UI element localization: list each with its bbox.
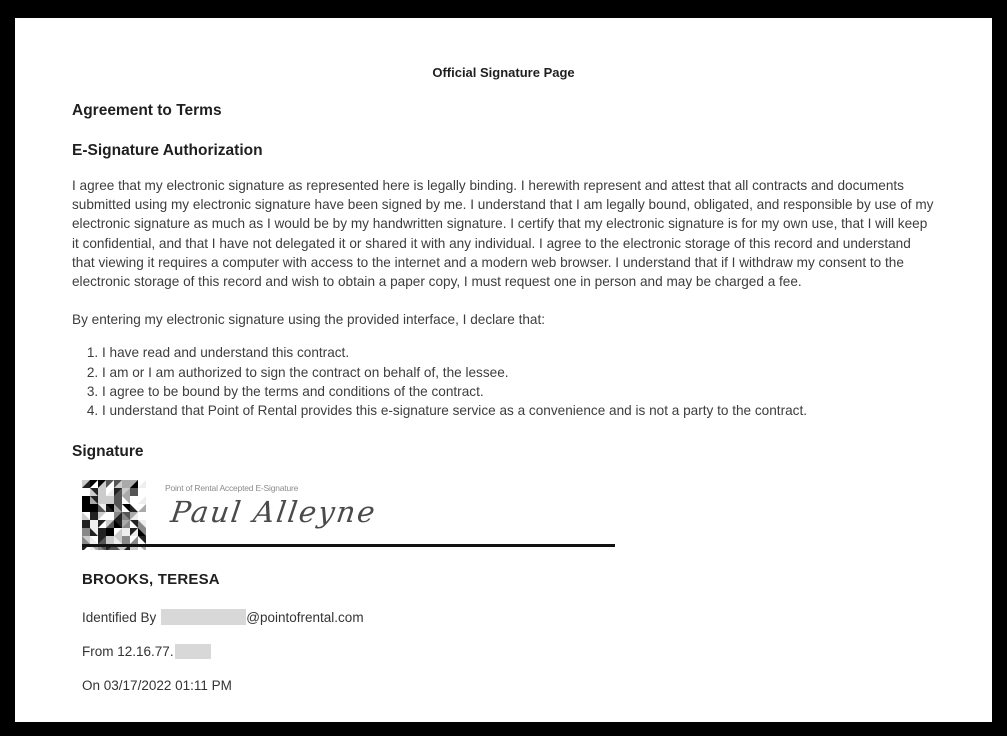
signature-detail [165, 483, 377, 529]
identified-by-line [82, 609, 935, 626]
declaration-item-1: 1. I have read and understand this contract. [102, 343, 935, 362]
declaration-item-3: 3. I agree to be bound by the terms and conditions of the contract. [102, 382, 935, 401]
timestamp-value: 03/17/2022 01:11 PM [103, 678, 232, 694]
signature-line [82, 544, 615, 547]
redacted-email-user [161, 609, 246, 625]
signature-block [72, 480, 935, 550]
accepted-esignature-label: Point of Rental Accepted E-Signature [165, 483, 299, 494]
ip-partial: 12.16.77. [117, 644, 174, 660]
heading-agreement-to-terms: Agreement to Terms [72, 102, 222, 119]
identified-by-label: Identified By [82, 610, 157, 626]
signer-name: BROOKS, TERESA [82, 571, 220, 589]
signature-page-document [15, 18, 992, 722]
declaration-intro: By entering my electronic signature using the provided interface, I declare that: [72, 312, 546, 328]
authorization-paragraph: I agree that my electronic signature as represented here is legally binding. I herewith represent and attest that all contracts and documents submitted using my electronic signature have been signed by me. I understand that I am legally bound, obligated, and responsible by use of my electronic signature as much as I would be by my handwritten signature. I certify that my electronic signature is for my own use, that I will keep it confidential, and that I have not delegated it or shared it with any individual. I agree to the electronic storage of this record and understand that viewing it requires a computer with access to the internet and a modern web browser. I understand that if I withdraw my consent to the electronic storage of this record and wish to obtain a paper copy, I must request one in person and may be charged a fee. [72, 178, 934, 290]
declaration-item-4: 4. I understand that Point of Rental provides this e-signature service as a convenience and is not a party to the contract. [102, 401, 935, 420]
heading-signature: Signature [72, 443, 144, 461]
declaration-item-2: 2. I am or I am authorized to sign the contract on behalf of, the lessee. [102, 363, 935, 382]
ip-line [82, 643, 935, 660]
from-label: From [82, 644, 114, 660]
declaration-list [72, 343, 935, 420]
timestamp-line [82, 677, 935, 694]
signature-pattern-image [82, 480, 146, 550]
signature-script-text: Paul Alleyne [168, 495, 379, 530]
on-label: On [82, 678, 101, 694]
redacted-ip-octet [175, 644, 211, 659]
email-domain: @pointofrental.com [246, 610, 364, 626]
heading-esignature-authorization: E-Signature Authorization [72, 142, 263, 159]
page-title: Official Signature Page [432, 65, 575, 80]
